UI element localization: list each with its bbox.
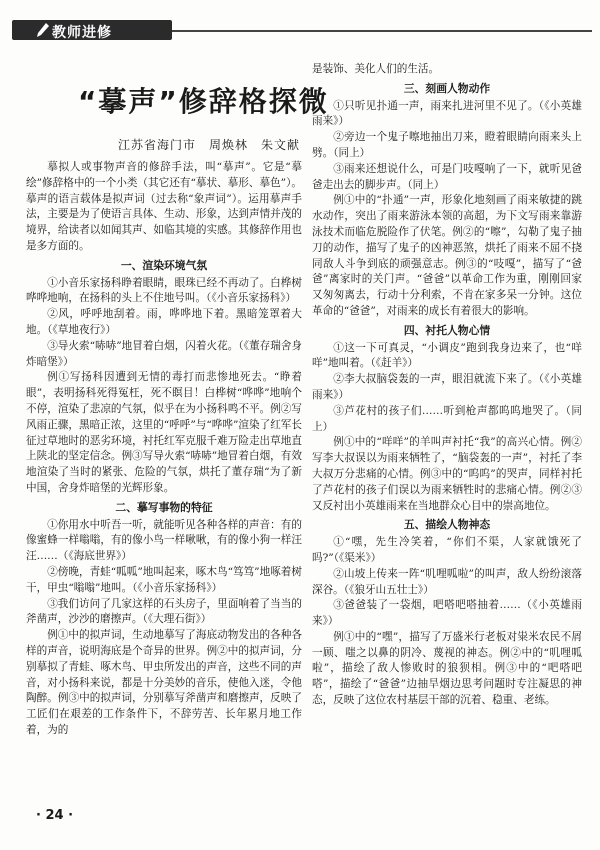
section-heading: 四、衬托人物心情	[403, 323, 491, 337]
paragraph: ②李大叔脑袋轰的一声，眼泪就流下来了。（《小英雄雨来》）	[312, 373, 582, 401]
pen-icon	[36, 22, 50, 38]
paragraph: ②傍晚，青蛙“呱呱”地叫起来，啄木鸟“笃笃”地啄着树干，甲虫“嗡嗡”地叫。（《小音乐家扬科》）	[26, 565, 302, 594]
paragraph: ②旁边一个鬼子嚓地抽出刀来，瞪着眼睛向雨来头上劈。（同上）	[312, 131, 582, 159]
paragraph: ③爸爸装了一袋烟，吧嗒吧嗒抽着……（《小英雄雨来》）	[312, 599, 582, 628]
paragraph: ③雨来还想说什么，可是门吱嘎响了一下，就听见爸爸走出去的脚步声。（同上）	[312, 162, 582, 191]
left-column	[26, 160, 302, 739]
paragraph: 摹拟人或事物声音的修辞手法，叫“摹声”。它是“摹绘”修辞格中的一个小类（其它还有“摹状、摹形、摹色”）。摹声的语言载体是拟声词（过去称“象声词”）。运用摹声手法，主要是为了使语言具体、生动、形象，达到声情并茂的境界，给读者以如闻其声、如临其境的实感。其修辞作用也是多方面的。	[26, 161, 302, 252]
section-header	[6, 14, 594, 44]
article-author: 江苏省海门市 周焕林 朱文献	[118, 138, 301, 152]
section-heading: 二、摹写事物的特征	[115, 500, 213, 514]
section-heading: 三、刻画人物动作	[403, 81, 491, 95]
paragraph: ③我们访问了几家这样的石头房子，里面响着了当当的斧凿声，沙沙的磨擦声。（《大理石街》）	[26, 597, 302, 626]
right-column	[312, 62, 582, 709]
paragraph: ③芦花村的孩子们……听到枪声都呜呜地哭了。（同上）	[312, 404, 582, 433]
paragraph: ③导火索“哧哧”地冒着白烟，闪着火花。（《董存瑞舍身炸暗堡》）	[26, 339, 302, 368]
article-title: “摹声”修辞格探微	[78, 85, 329, 118]
section-heading: 一、渲染环境气氛	[120, 258, 208, 272]
paragraph: ①只听见扑通一声，雨来扎进河里不见了。（《小英雄雨来》）	[312, 99, 582, 128]
page-number: · 24 ·	[36, 808, 74, 823]
section-label: 教师进修	[52, 25, 112, 41]
paragraph: 例①写扬科因遭到无情的毒打而悲惨地死去。“睁着眼”，表明扬科死得冤枉，死不瞑目！白桦树“哗哗”地响个不停，渲染了悲凉的气氛，似乎在为小扬科鸣不平。例②写风雨正骤，黑暗正浓，这里的“呼呼”与“哗哗”渲染了红军长征过草地时的恶劣环境，衬托红军克服千难万险走出草地直上陕北的坚定信念。例③写导火索“哧哧”地冒着白烟，有效地渲染了当时的紧张、危险的气氛，烘托了董存瑞“为了新中国，舍身炸暗堡的光辉形象。	[26, 371, 302, 494]
paragraph: ①你用水中听吾一听，就能听见各种各样的声音：有的像蜜蜂一样嗡嗡，有的像小鸟一样啾啾，有的像小狗一样汪汪……（《海底世界》）	[26, 518, 302, 563]
paragraph: 是装饰、美化人们的生活。	[312, 63, 440, 75]
paragraph: ②山坡上传来一阵“叽哩呱啦”的叫声，敌人纷纷滚落深谷。（《狼牙山五壮士》）	[312, 567, 582, 596]
header-rule	[172, 30, 592, 32]
section-heading: 五、描绘人物神态	[403, 518, 491, 532]
paragraph: 例①中的“扑通”一声，形象化地刻画了雨来敏捷的跳水动作，突出了雨来游泳本领的高超，为下文写雨来靠游泳技术而临危脱险作了伏笔。例②的“嚓”，勾勒了鬼子抽刀的动作，描写了鬼子的凶神恶煞，烘托了雨来不屈不挠同敌人斗争到底的顽强意志。例③的“吱嘎”，描写了“爸爸”离家时的关门声。“爸爸”以革命工作为重，刚刚回家又匆匆离去，行动十分利索，不肯在家多呆一分钟。这位革命的“爸爸”，对雨来的成长有着很大的影响。	[312, 194, 582, 317]
paragraph: ①这一下可真灵，“小调皮”跑到我身边来了，也“咩咩”地叫着。（《赶羊》）	[312, 341, 582, 370]
paragraph: ②风，呼呼地刮着。雨，哗哗地下着。黑暗笼罩着大地。（《草地夜行》）	[26, 308, 302, 336]
paragraph: ①“嘿，先生冷笑着，“你们不渠，人家就饿死了吗?”（《渠米》）	[312, 536, 582, 564]
paragraph: 例①中的“嘿”，描写了万盛米行老板对粜米农民不屑一顾、嗤之以鼻的阴冷、蔑视的神态。例②中的“叽哩呱啦”，描绘了敌人惨败时的狼狈相。例③中的“吧嗒吧嗒”，描绘了“爸爸”边抽旱烟边思考问题时专注凝思的神态，反映了这位农村基层干部的沉着、稳重、老练。	[312, 630, 582, 707]
paragraph: 例①中的拟声词，生动地摹写了海底动物发出的各种各样的声音，说明海底是个奇异的世界。例②中的拟声词，分别摹拟了青蛙、啄木鸟、甲虫所发出的声音，这些不同的声音，对小扬科来说，都是十分美妙的音乐，使他入迷，令他陶醉。例③中的拟声词，分别摹写斧凿声和磨擦声，反映了工匠们在艰差的工作条件下，不辞劳苦、长年累月地工作着，为的	[26, 629, 302, 736]
paragraph: ①小音乐家扬科睁着眼睛，眼珠已经不再动了。白桦树哗哗地响，在扬科的头上不住地号叫。（《小音乐家扬科》）	[26, 276, 302, 305]
paragraph: 例①中的“咩咩”的羊叫声衬托“我”的高兴心情。例②写李大叔误以为雨来牺牲了，“脑袋轰的一声”，衬托了李大叔万分悲痛的心情。例③中的“呜呜”的哭声，同样衬托了芦花村的孩子们误以为雨来牺牲时的悲痛心情。例②③又反衬出小英雄雨来在当地群众心目中的崇高地位。	[312, 436, 582, 512]
